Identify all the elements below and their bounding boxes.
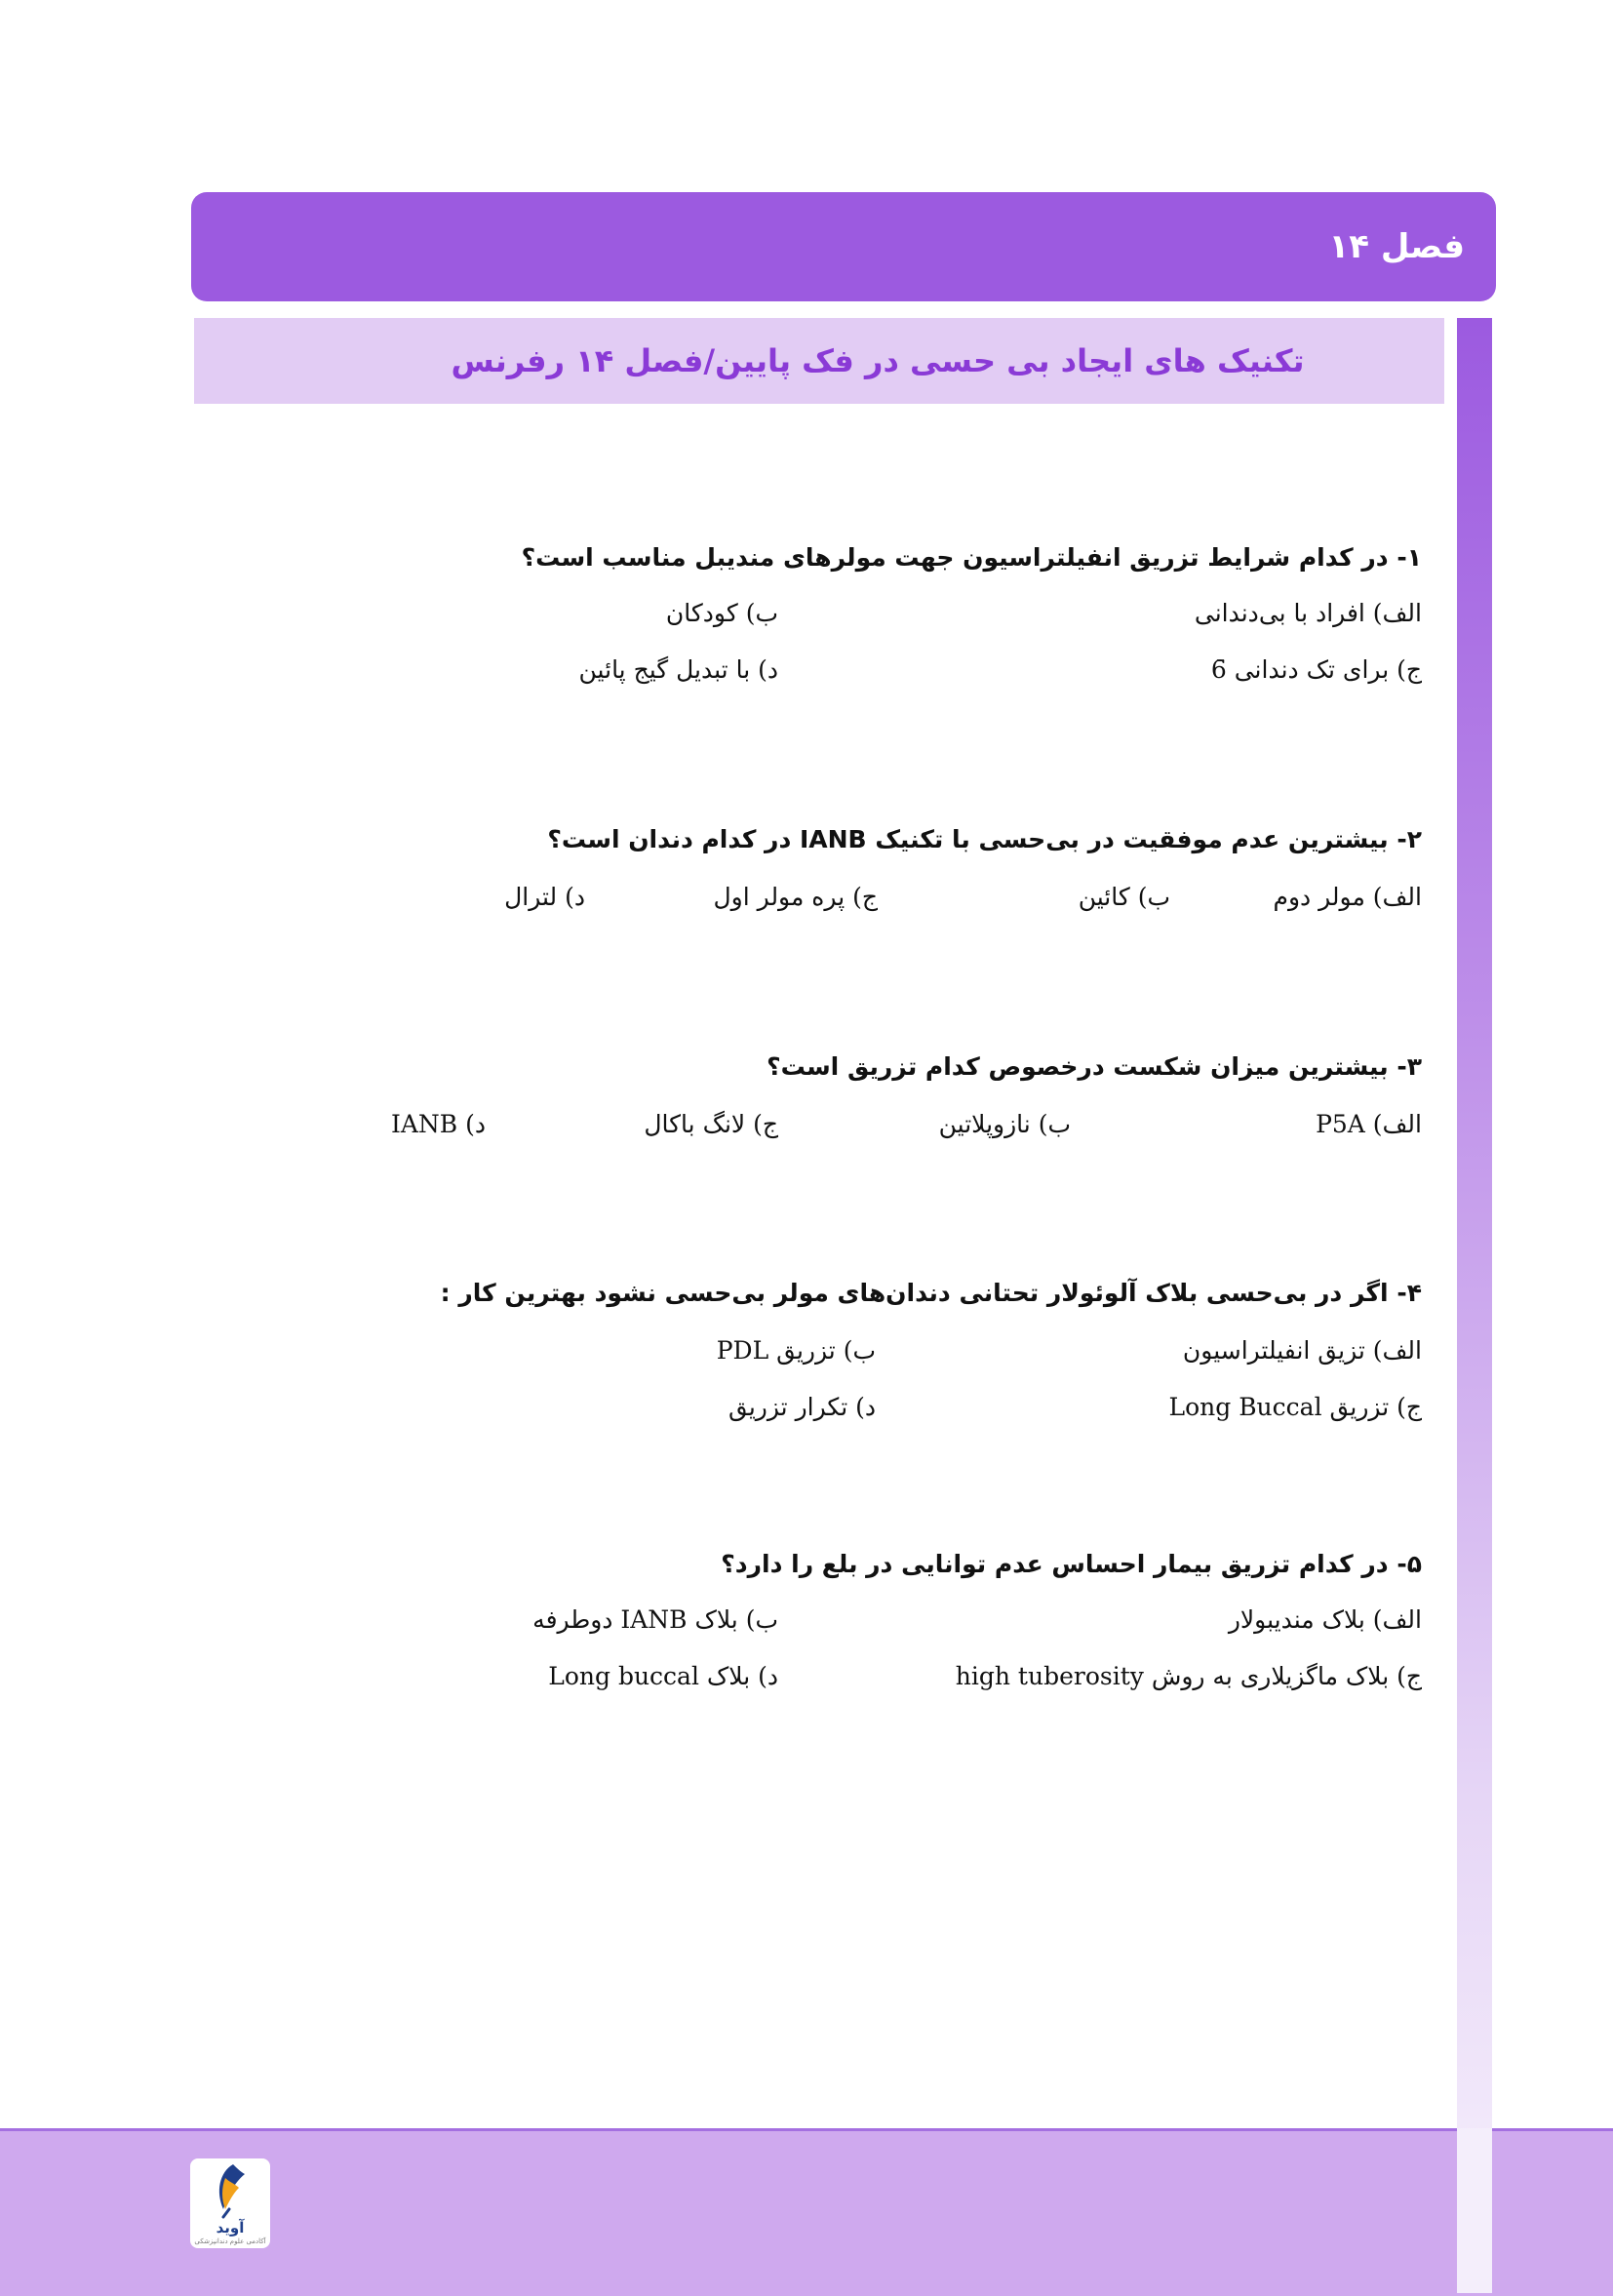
question-2-option-a: الف) مولر دوم [1273, 883, 1422, 911]
footer-side-stripe [1457, 2128, 1492, 2293]
question-5-option-d: د) بلاک Long buccal [548, 1662, 778, 1690]
section-title: تکنیک های ایجاد بی حسی در فک پایین/فصل ۱۴ رفرنس [451, 342, 1305, 379]
question-1-option-d: د) با تبدیل گیج پائین [578, 655, 778, 684]
question-1-text [522, 543, 1422, 572]
question-3-option-b: ب) نازوپلاتین [938, 1110, 1071, 1138]
question-1-stem: در کدام شرایط تزریق انفیلتراسیون جهت مولرهای مندیبل مناسب است؟ [521, 543, 1389, 572]
question-2-option-d: د) لترال [504, 883, 585, 911]
question-4-option-c: ج) تزریق Long Buccal [1168, 1393, 1422, 1421]
logo-tagline: آکادمی علوم دندانپزشکی [194, 2237, 266, 2245]
question-4-option-a: الف) تزیق انفیلتراسیون [1182, 1336, 1422, 1365]
question-5-number: ۵- [1397, 1550, 1422, 1578]
question-3-text [767, 1052, 1422, 1081]
question-1-option-a: الف) افراد با بی‌دندانی [1194, 599, 1422, 627]
question-2-text [547, 825, 1422, 853]
feather-logo-icon [190, 2158, 270, 2221]
chapter-header-bar [191, 192, 1496, 301]
question-3-number: ۳- [1397, 1052, 1422, 1081]
question-5-option-b: ب) بلاک IANB دوطرفه [532, 1605, 778, 1634]
question-1-option-b: ب) کودکان [665, 599, 778, 627]
question-2-number: ۲- [1397, 825, 1422, 853]
question-4-stem: اگر در بی‌حسی بلاک آلوئولار تحتانی دندان‌های مولر بی‌حسی نشود بهترین کار : [440, 1279, 1389, 1307]
side-stripe [1457, 318, 1492, 2293]
section-header-bar [194, 318, 1444, 404]
question-4-number: ۴- [1397, 1279, 1422, 1307]
question-4-text [441, 1279, 1422, 1307]
question-2-option-b: ب) کائین [1078, 883, 1170, 911]
question-3-option-d: د) IANB [390, 1110, 486, 1138]
question-5-option-c: ج) بلاک ماگزیلاری به روش high tuberosity [955, 1662, 1422, 1690]
question-3-option-c: ج) لانگ باکال [644, 1110, 778, 1138]
question-1-number: ۱- [1397, 543, 1422, 572]
chapter-title: فصل ۱۴ [1328, 227, 1465, 266]
question-2-option-c: ج) پره مولر اول [713, 883, 878, 911]
question-3-stem: بیشترین میزان شکست درخصوص کدام تزریق است؟ [767, 1052, 1389, 1081]
question-4-option-d: د) تکرار تزریق [728, 1393, 876, 1421]
question-2-stem: بیشترین عدم موفقیت در بی‌حسی با تکنیک IANB در کدام دندان است؟ [547, 825, 1389, 853]
question-1-option-c: ج) برای تک دندانی 6̄ [1210, 655, 1422, 684]
question-4-option-b: ب) تزریق PDL [716, 1336, 876, 1365]
question-5-text [721, 1550, 1422, 1578]
question-3-option-a: الف) P5A [1316, 1110, 1422, 1138]
question-5-option-a: الف) بلاک مندیبولار [1228, 1605, 1422, 1634]
question-5-stem: در کدام تزریق بیمار احساس عدم توانایی در بلع را دارد؟ [721, 1550, 1389, 1578]
logo-name: آوید [216, 2219, 245, 2237]
brand-logo [190, 2158, 270, 2248]
